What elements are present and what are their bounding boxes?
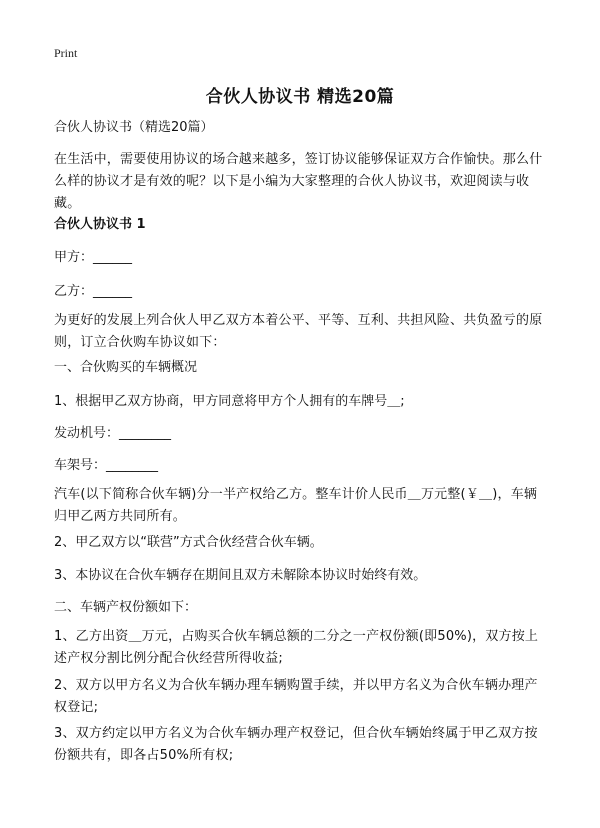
document-title: 合伙人协议书 精选20篇: [205, 87, 395, 107]
clause-1: 1、根据甲乙双方协商，甲方同意将甲方个人拥有的车牌号＿;: [54, 394, 405, 409]
share-clause-3: 3、双方约定以甲方名义为合伙车辆办理产权登记，但合伙车辆始终属于甲乙双方按份额共有，即各占50%所有权;: [54, 726, 538, 763]
frame-number-field: 车架号：________: [54, 458, 159, 473]
intro-paragraph: 在生活中，需要使用协议的场合越来越多，签订协议能够保证双方合作愉快。那么什么样的协议才是有效的呢？以下是小编为大家整理的合伙人协议书，欢迎阅读与收藏。: [54, 152, 543, 211]
document-subtitle: 合伙人协议书（精选20篇）: [54, 120, 214, 135]
vehicle-description: 汽车(以下简称合伙车辆)分一半产权给乙方。整车计价人民币＿万元整(￥＿)，车辆归甲乙两方共同所有。: [54, 487, 538, 524]
party-a-field: 甲方：______: [54, 250, 133, 265]
clause-3: 3、本协议在合伙车辆存在期间且双方未解除本协议时始终有效。: [54, 568, 427, 583]
heading-vehicle-overview: 一、合伙购买的车辆概况: [54, 360, 198, 375]
section-title: 合伙人协议书 1: [54, 217, 146, 232]
share-clause-2: 2、双方以甲方名义为合伙车辆办理车辆购置手续，并以甲方名义为合伙车辆办理产权登记;: [54, 678, 538, 715]
print-label[interactable]: Print: [54, 46, 78, 60]
clause-2: 2、甲乙双方以“联营”方式合伙经营合伙车辆。: [54, 535, 323, 550]
share-clause-1: 1、乙方出资＿万元，占购买合伙车辆总额的二分之一产权份额(即50%)，双方按上述产权分割比例分配合伙经营所得收益;: [54, 629, 539, 666]
party-b-field: 乙方：______: [54, 284, 133, 299]
heading-ownership-shares: 二、车辆产权份额如下：: [54, 600, 198, 615]
engine-number-field: 发动机号：________: [54, 426, 172, 441]
purpose-paragraph: 为更好的发展上列合伙人甲乙双方本着公平、平等、互利、共担风险、共负盈亏的原则，订立合伙购车协议如下：: [54, 313, 543, 350]
